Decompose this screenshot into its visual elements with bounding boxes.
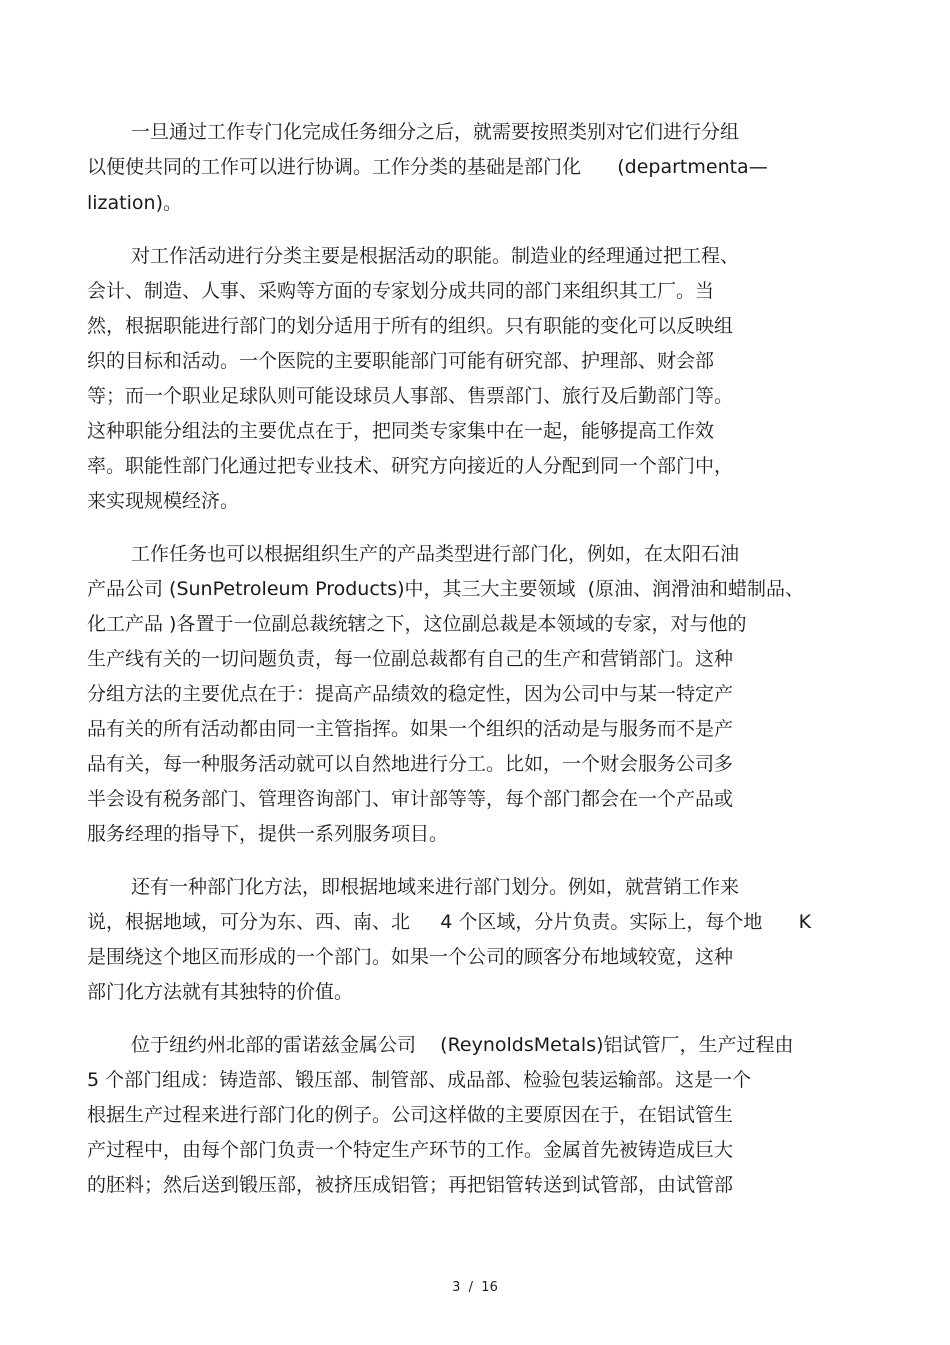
- paragraph-2-line-6: 这种职能分组法的主要优点在于，把同类专家集中在一起，能够提高工作效: [87, 420, 715, 442]
- paragraph-5-line-4: 产过程中，由每个部门负责一个特定生产环节的工作。金属首先被铸造成巨大: [87, 1139, 734, 1161]
- paragraph-5-line-5: 的胚料；然后送到锻压部，被挤压成铝管；再把铝管转送到试管部，由试管部: [87, 1174, 734, 1196]
- paragraph-3-line-2: 产品公司 (SunPetroleum Products)中，其三大主要领域 (原油、润滑油和蜡制品、: [87, 578, 805, 600]
- paragraph-2-line-3: 然，根据职能进行部门的划分适用于所有的组织。只有职能的变化可以反映组: [87, 315, 734, 337]
- paragraph-2-line-7: 率。职能性部门化通过把专业技术、研究方向接近的人分配到同一个部门中，: [87, 455, 734, 477]
- paragraph-3-line-5: 分组方法的主要优点在于：提高产品绩效的稳定性，因为公司中与某一特定产: [87, 683, 734, 705]
- paragraph-4-line-1: 还有一种部门化方法，即根据地域来进行部门划分。例如，就营销工作来: [131, 876, 740, 898]
- paragraph-3-line-3: 化工产品 )各置于一位副总裁统辖之下，这位副总裁是本领域的专家，对与他的: [87, 613, 747, 635]
- paragraph-5-line-1: 位于纽约州北部的雷诺兹金属公司 (ReynoldsMetals)铝试管厂，生产过程由: [131, 1034, 794, 1056]
- paragraph-3-line-6: 品有关的所有活动都由同一主管指挥。如果一个组织的活动是与服务而不是产: [87, 718, 734, 740]
- page-number: 3 / 16: [452, 1280, 498, 1295]
- paragraph-4-line-3: 是围绕这个地区而形成的一个部门。如果一个公司的顾客分布地域较宽，这种: [87, 946, 734, 968]
- paragraph-4-line-2: 说，根据地域，可分为东、西、南、北 4 个区域，分片负责。实际上，每个地 K: [87, 911, 812, 933]
- paragraph-1-line-1: 一旦通过工作专门化完成任务细分之后，就需要按照类别对它们进行分组: [131, 121, 740, 143]
- paragraph-2-line-5: 等；而一个职业足球队则可能设球员人事部、售票部门、旅行及后勤部门等。: [87, 385, 734, 407]
- paragraph-5-line-2: 5 个部门组成：铸造部、锻压部、制管部、成品部、检验包装运输部。这是一个: [87, 1069, 752, 1091]
- paragraph-3-line-8: 半会设有税务部门、管理咨询部门、审计部等等，每个部门都会在一个产品或: [87, 788, 734, 810]
- paragraph-3-line-4: 生产线有关的一切问题负责，每一位副总裁都有自己的生产和营销部门。这种: [87, 648, 734, 670]
- paragraph-2-line-8: 来实现规模经济。: [87, 490, 240, 512]
- paragraph-2-line-1: 对工作活动进行分类主要是根据活动的职能。制造业的经理通过把工程、: [131, 245, 740, 267]
- paragraph-3-line-7: 品有关，每一种服务活动就可以自然地进行分工。比如，一个财会服务公司多: [87, 753, 734, 775]
- paragraph-2-line-2: 会计、制造、人事、采购等方面的专家划分成共同的部门来组织其工厂。当: [87, 280, 715, 302]
- paragraph-2-line-4: 织的目标和活动。一个医院的主要职能部门可能有研究部、护理部、财会部: [87, 350, 715, 372]
- paragraph-3-line-9: 服务经理的指导下，提供一系列服务项目。: [87, 823, 449, 845]
- paragraph-1-line-3: lization)。: [87, 192, 182, 214]
- paragraph-1-line-2: 以便使共同的工作可以进行协调。工作分类的基础是部门化 (departmenta—: [87, 156, 768, 178]
- paragraph-5-line-3: 根据生产过程来进行部门化的例子。公司这样做的主要原因在于，在铝试管生: [87, 1104, 734, 1126]
- paragraph-3-line-1: 工作任务也可以根据组织生产的产品类型进行部门化，例如，在太阳石油: [131, 543, 740, 565]
- paragraph-4-line-4: 部门化方法就有其独特的价值。: [87, 981, 354, 1003]
